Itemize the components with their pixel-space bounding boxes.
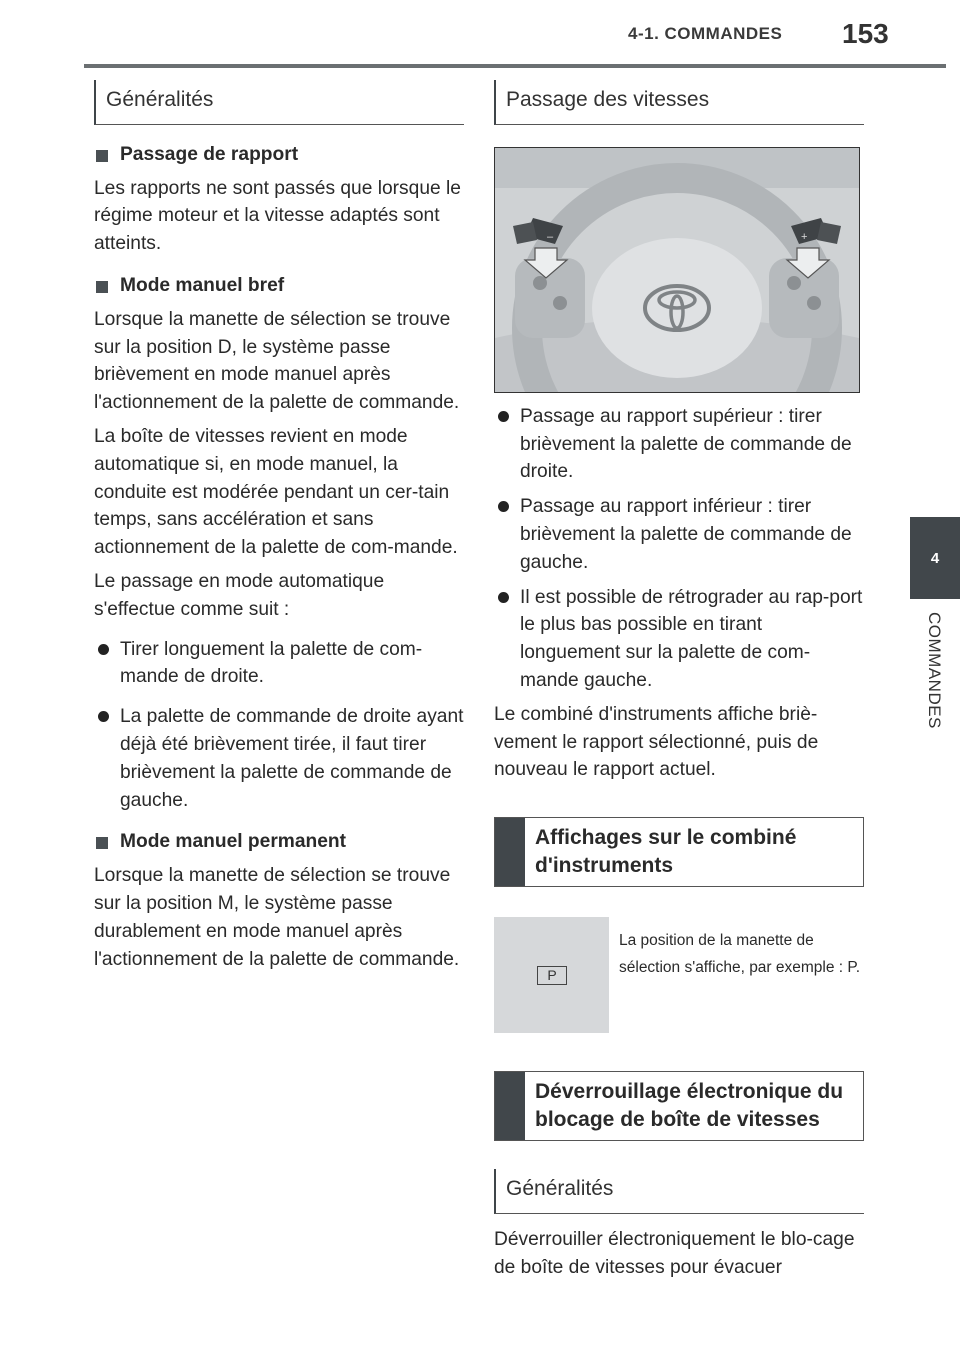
section-heading: Généralités xyxy=(494,1169,864,1214)
paragraph: La boîte de vitesses revient en mode automatique si, en mode manuel, la conduite est modérée pendant un cer-tain temps, sans accélération et sans actionnement de la palette de com-mande. xyxy=(94,425,458,559)
dark-heading-bar xyxy=(495,818,525,886)
gear-indicator: P xyxy=(537,966,567,985)
chapter-tab[interactable] xyxy=(910,517,960,599)
page-number: 153 xyxy=(842,18,889,49)
subheading: Mode manuel bref xyxy=(94,272,464,300)
bullet-item: Passage au rapport supérieur : tirer brièvement la palette de commande de droite. xyxy=(494,403,864,486)
paragraph: Lorsque la manette de sélection se trouve sur la position D, le système passe brièvement en mode manuel après l'actionnement de la palette de commande. xyxy=(94,308,460,414)
steering-wheel-image xyxy=(494,147,860,393)
section-heading: Généralités xyxy=(94,80,464,125)
dark-heading-box xyxy=(494,1071,864,1141)
paragraph: Les rapports ne sont passés que lorsque le régime moteur et la vitesse adaptés sont atteints. xyxy=(94,177,461,255)
subheading: Passage de rapport xyxy=(94,141,464,169)
display-caption: La position de la manette de sélection s'affiche, par exemple : P. xyxy=(619,932,861,977)
paragraph: Lorsque la manette de sélection se trouve sur la position M, le système passe durablement en mode manuel après l'actionnement de la palette de commande. xyxy=(94,865,460,970)
dark-heading-box xyxy=(494,817,864,887)
bullet-item: La palette de commande de droite ayant déjà été brièvement tirée, il faut tirer brièvement la palette de commande de gauche. xyxy=(94,703,464,814)
dark-heading-text: Affichages sur le combiné d'instruments xyxy=(535,826,797,878)
left-column xyxy=(94,80,464,973)
dark-heading-text: Déverrouillage électronique du blocage de boîte de vitesses xyxy=(535,1080,844,1132)
chapter-label: COMMANDES xyxy=(925,612,944,729)
header-rule xyxy=(84,64,946,68)
paragraph: Le combiné d'instruments affiche briè-vement le rapport sélectionné, puis de nouveau le rapport actuel. xyxy=(494,703,819,781)
cluster-display-image xyxy=(494,917,609,1033)
chapter-number: 4 xyxy=(930,549,940,567)
paragraph: Le passage en mode automatique s'effectue comme suit : xyxy=(94,570,385,620)
bullet-item: Passage au rapport inférieur : tirer brièvement la palette de commande de gauche. xyxy=(494,493,864,576)
bullet-item: Il est possible de rétrograder au rap-port le plus bas possible en tirant longuement sur la palette de com-mande gauche. xyxy=(494,584,864,695)
section-heading: Passage des vitesses xyxy=(494,80,864,125)
bullet-item: Tirer longuement la palette de com-mande de droite. xyxy=(94,636,464,692)
plus-label: + xyxy=(801,230,808,243)
subheading: Mode manuel permanent xyxy=(94,828,464,856)
header-section-title: 4-1. COMMANDES xyxy=(628,24,783,43)
dark-heading-bar xyxy=(495,1072,525,1140)
display-row xyxy=(494,917,864,1033)
minus-label: – xyxy=(547,230,554,243)
right-column xyxy=(494,80,864,1282)
paragraph: Déverrouiller électroniquement le blo-cage de boîte de vitesses pour évacuer xyxy=(494,1228,855,1278)
